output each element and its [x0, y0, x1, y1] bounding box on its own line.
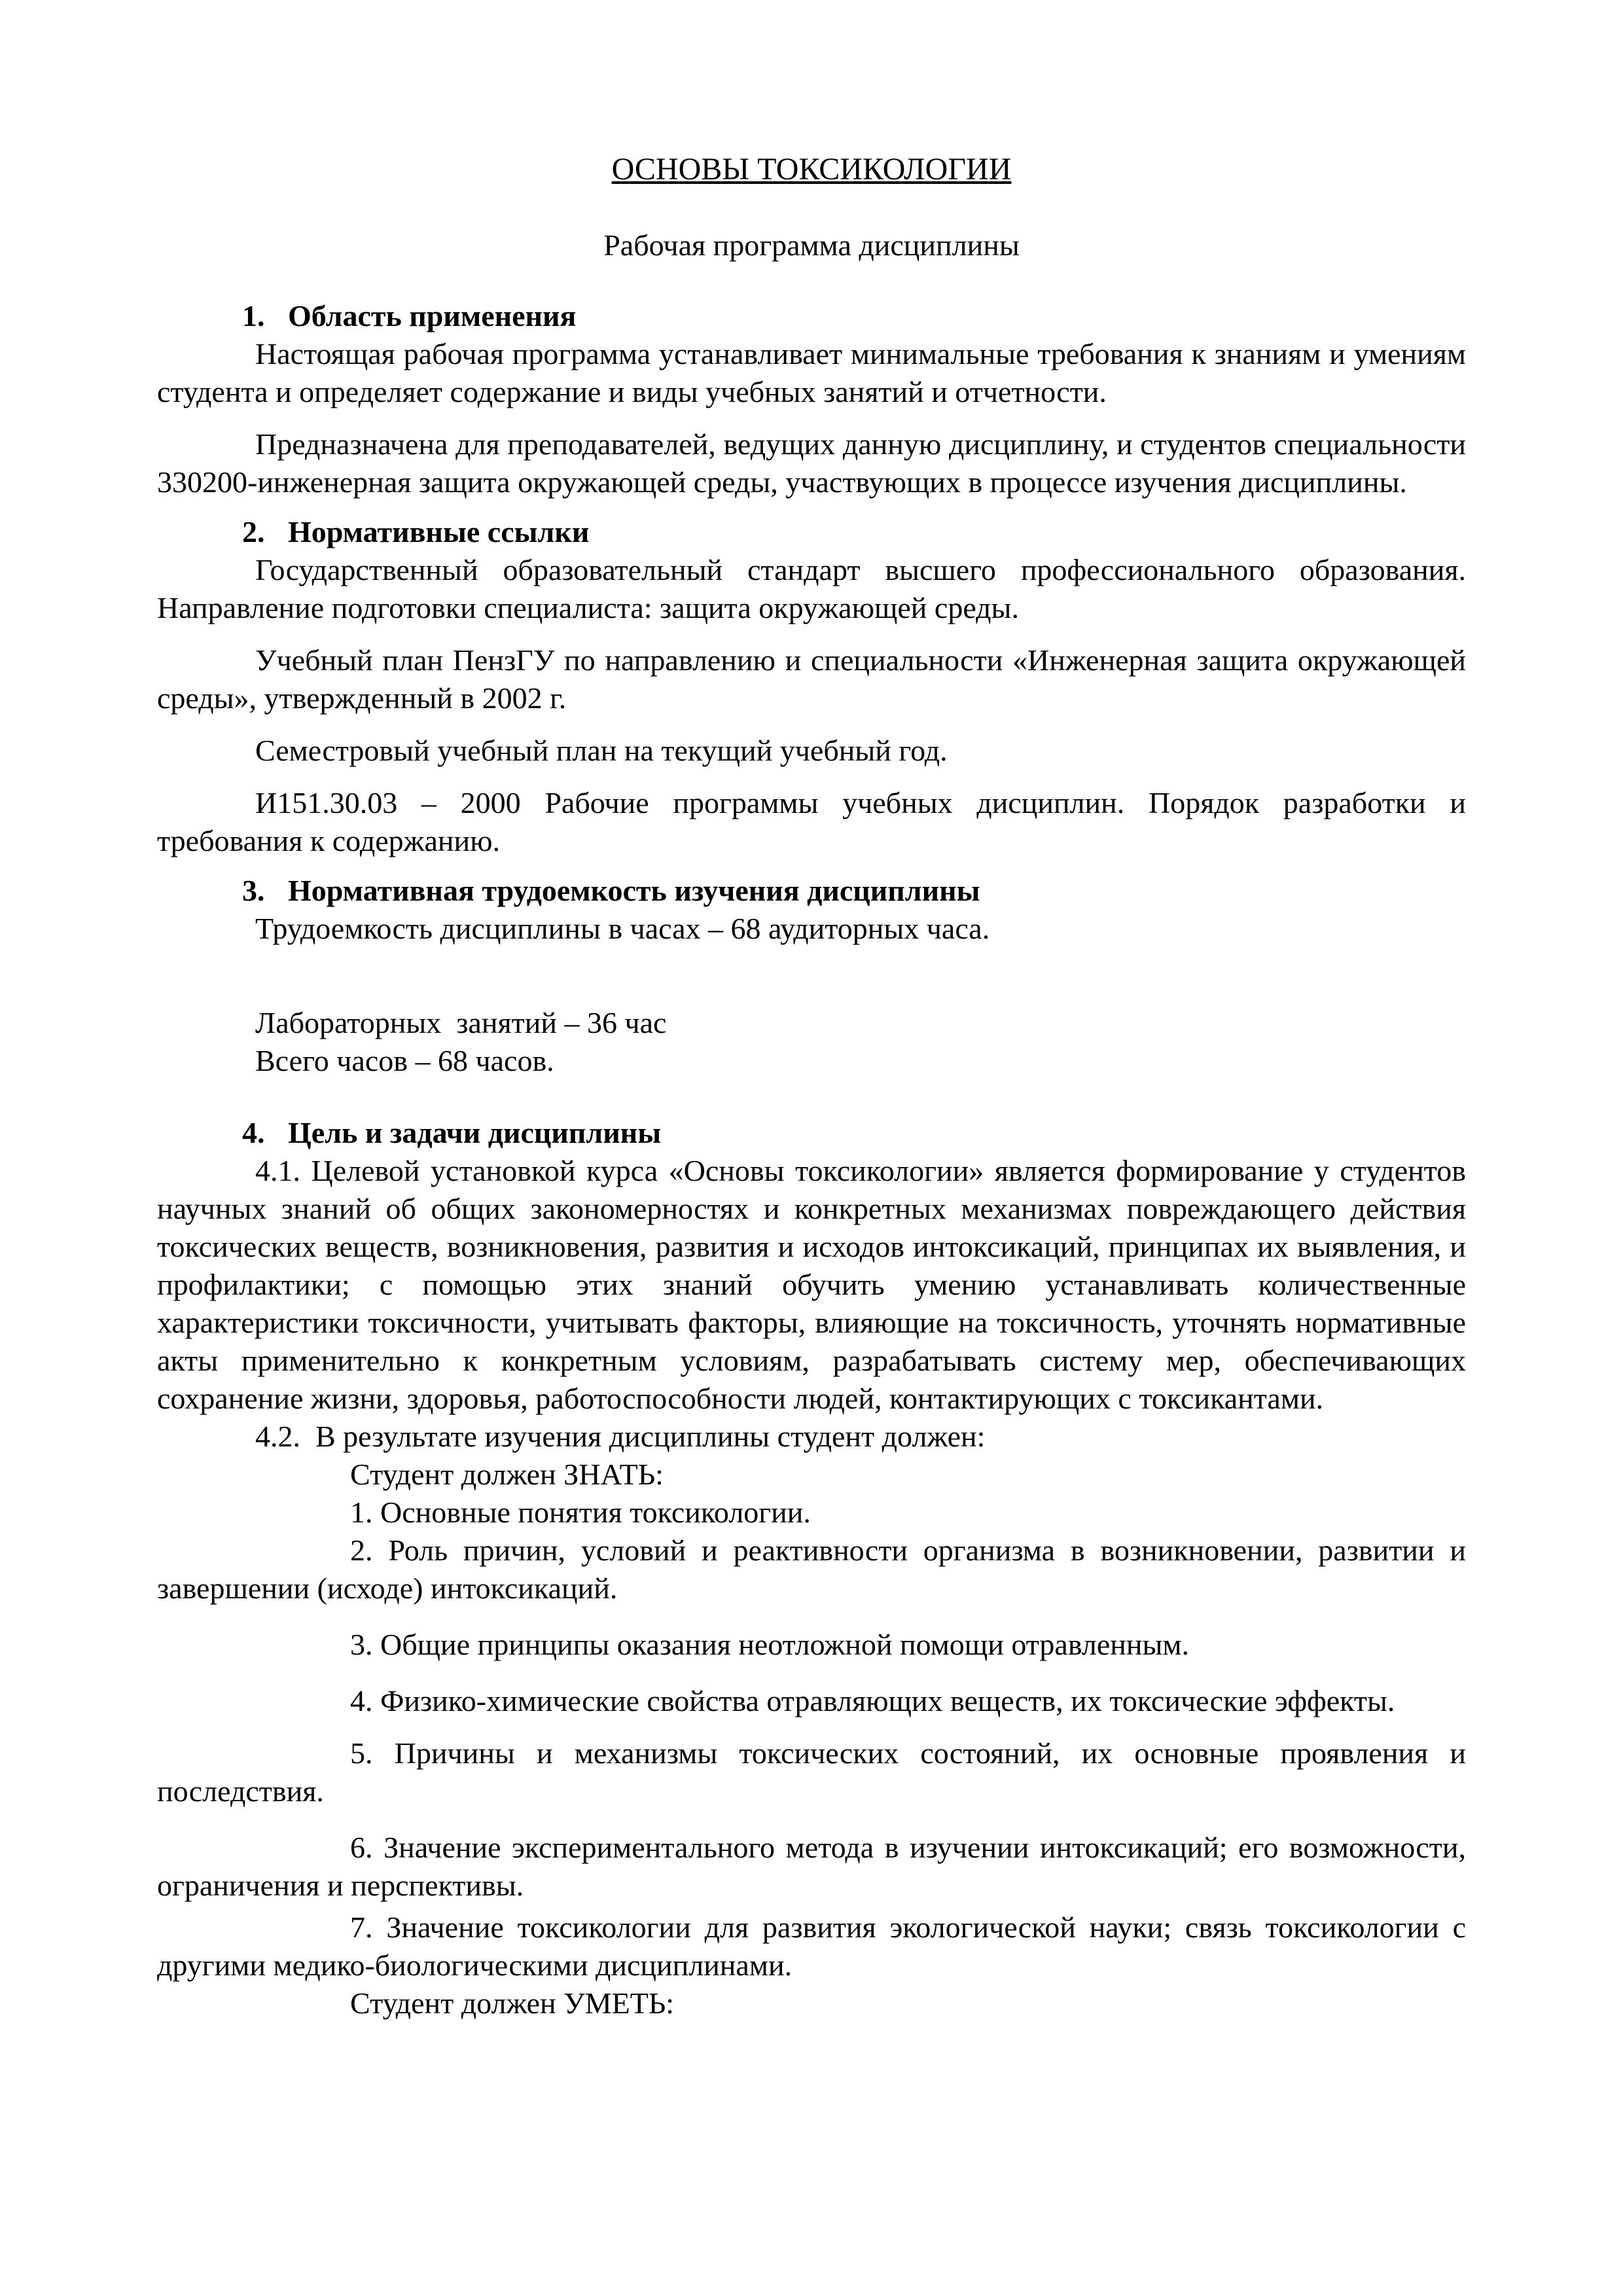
know-item-2: 2. Роль причин, условий и реактивности организма в возникновении, развитии и завершении (исходе) интоксикаций. — [157, 1534, 1466, 1605]
section-3-paragraph-1: Трудоемкость дисциплины в часах – 68 аудиторных часа. — [255, 912, 990, 945]
section-4-title: Цель и задачи дисциплины — [288, 1116, 662, 1149]
document-page — [157, 147, 1466, 2022]
section-3-heading — [157, 872, 1466, 910]
document-subtitle: Рабочая программа дисциплины — [603, 228, 1020, 262]
know-item-6: 6. Значение экспериментального метода в изучении интоксикаций; его возможности, ограничения и перспективы. — [157, 1831, 1466, 1902]
section-2-paragraph-1: Государственный образовательный стандарт высшего профессионального образования. Направление подготовки специалиста: защита окружающей среды. — [157, 553, 1466, 624]
section-3-title: Нормативная трудоемкость изучения дисциплины — [288, 874, 980, 907]
section-3-total-hours: Всего часов – 68 часов. — [255, 1044, 554, 1077]
section-2-paragraph-4: И151.30.03 – 2000 Рабочие программы учебных дисциплин. Порядок разработки и требования к содержанию. — [157, 786, 1466, 857]
section-4-number: 4. — [242, 1116, 265, 1149]
know-item-7: 7. Значение токсикологии для развития экологической науки; связь токсикологии с другими медико-биологическими дисциплинами. — [157, 1910, 1466, 1982]
section-2-title: Нормативные ссылки — [288, 515, 590, 548]
document-title-line — [157, 151, 1466, 188]
section-1-paragraph-2: Предназначена для преподавателей, ведущих данную дисциплину, и студентов специальности 330200-инженерная защита окружающей среды, участвующих в процессе изучения дисциплины. — [157, 427, 1466, 499]
document-title: ОСНОВЫ ТОКСИКОЛОГИИ — [611, 152, 1012, 187]
section-1-title: Область применения — [288, 299, 577, 332]
section-4-heading — [157, 1114, 1466, 1152]
section-2-paragraph-3: Семестровый учебный план на текущий учебный год. — [255, 734, 948, 767]
section-2-paragraph-2: Учебный план ПензГУ по направлению и специальности «Инженерная защита окружающей среды», утвержденный в 2002 г. — [157, 643, 1466, 715]
know-item-3: 3. Общие принципы оказания неотложной помощи отравленным. — [350, 1628, 1190, 1661]
know-item-4: 4. Физико-химические свойства отравляющих веществ, их токсические эффекты. — [350, 1684, 1395, 1717]
can-title: Студент должен УМЕТЬ: — [350, 1986, 675, 2020]
section-1-number: 1. — [242, 299, 265, 332]
section-4-1-paragraph: 4.1. Целевой установкой курса «Основы токсикологии» является формирование у студентов научных знаний об общих закономерностях и конкретных механизмах повреждающего действия токсических веществ, возникновения, развития и исходов интоксикаций, принципах их выявления, и профилактики; с помощью этих знаний обучить умению устанавливать количественные характеристики токсичности, учитывать факторы, влияющие на токсичность, уточнять нормативные акты применительно к конкретным условиям, разрабатывать систему мер, обеспечивающих сохранение жизни, здоровья, работоспособности людей, контактирующих с токсикантами. — [157, 1154, 1466, 1415]
section-1-paragraph-1: Настоящая рабочая программа устанавливает минимальные требования к знаниям и умениям студента и определяет содержание и виды учебных занятий и отчетности. — [157, 337, 1466, 408]
section-2-number: 2. — [242, 515, 265, 548]
section-1-heading — [157, 297, 1466, 335]
section-3-lab-hours: Лабораторных занятий – 36 час — [255, 1006, 667, 1039]
section-3-number: 3. — [242, 874, 265, 907]
section-2-heading — [157, 513, 1466, 551]
know-title: Студент должен ЗНАТЬ: — [350, 1458, 664, 1491]
know-item-5: 5. Причины и механизмы токсических состояний, их основные проявления и последствия. — [157, 1736, 1466, 1808]
section-4-2-paragraph: 4.2. В результате изучения дисциплины студент должен: — [255, 1420, 986, 1453]
know-item-1: 1. Основные понятия токсикологии. — [350, 1496, 811, 1529]
